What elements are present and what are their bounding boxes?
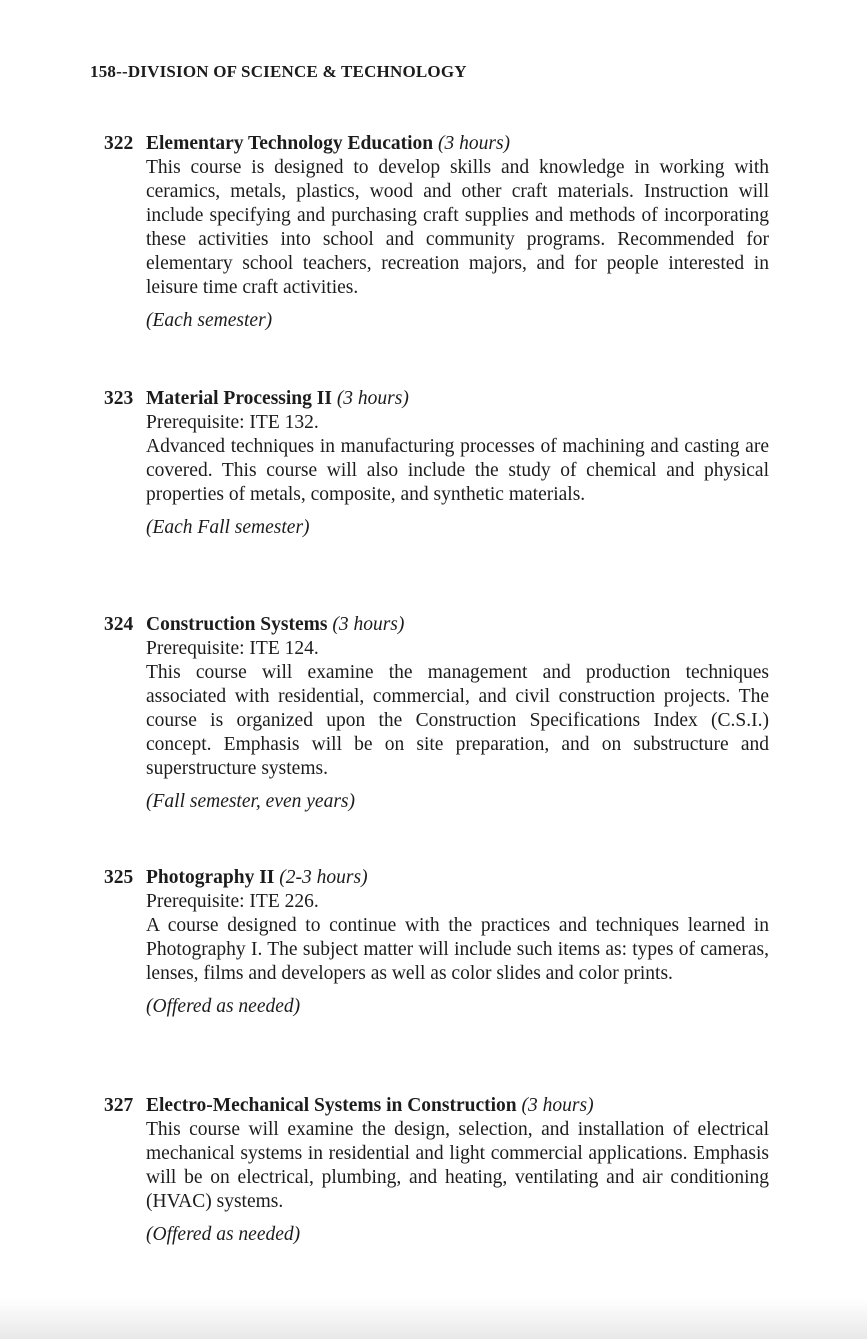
course-hours: (3 hours): [438, 133, 511, 154]
course-prerequisite: Prerequisite: ITE 132.: [146, 412, 319, 433]
course-heading: [104, 132, 769, 156]
course-number: 323: [104, 388, 134, 409]
course-title: Material Processing II: [146, 388, 332, 409]
course-heading: [104, 866, 769, 890]
course-offered: (Each Fall semester): [146, 517, 310, 538]
course-hours: (3 hours): [332, 614, 405, 635]
course-title: Elementary Technology Education: [146, 133, 434, 154]
course-description: Advanced techniques in manufacturing processes of machining and casting are covered. This course will also include the study of chemical and physical properties of metals, composite, and synthetic materials.: [146, 436, 769, 505]
course-body: [146, 637, 769, 781]
running-head: 158--DIVISION OF SCIENCE & TECHNOLOGY: [90, 62, 467, 81]
course-324: [104, 613, 769, 814]
course-body: [146, 411, 769, 507]
course-323: [104, 387, 769, 540]
course-hours: (3 hours): [336, 388, 409, 409]
course-number: 325: [104, 867, 134, 888]
course-title: Electro-Mechanical Systems in Construction: [146, 1095, 517, 1116]
course-heading: [104, 613, 769, 637]
course-heading: [104, 1094, 769, 1118]
course-prerequisite: Prerequisite: ITE 124.: [146, 638, 319, 659]
course-description: This course will examine the design, selection, and installation of electrical mechanical systems in residential and light commercial applications. Emphasis will be on electrical, plumbing, and heating, ventilating and air conditioning (HVAC) systems.: [146, 1119, 769, 1212]
course-description: This course will examine the management and production techniques associated with residential, commercial, and civil construction projects. The course is organized upon the Construction Specifications Index (C.S.I.) concept. Emphasis will be on site preparation, and on substructure and superstructure systems.: [146, 662, 769, 779]
course-heading: [104, 387, 769, 411]
course-327: [104, 1094, 769, 1247]
course-description: This course is designed to develop skills and knowledge in working with ceramics, metals, plastics, wood and other craft materials. Instruction will include specifying and purchasing craft supplies and methods of incorporating these activities into school and community programs. Recommended for elementary school teachers, recreation majors, and for people interested in leisure time craft activities.: [146, 157, 769, 298]
course-title: Photography II: [146, 867, 275, 888]
course-prerequisite: Prerequisite: ITE 226.: [146, 891, 319, 912]
course-322: [104, 132, 769, 333]
course-number: 324: [104, 614, 134, 635]
course-offered: (Offered as needed): [146, 996, 301, 1017]
course-offered: (Offered as needed): [146, 1224, 301, 1245]
course-325: [104, 866, 769, 1019]
course-description: A course designed to continue with the practices and techniques learned in Photography I. The subject matter will include such items as: types of cameras, lenses, films and developers as well as color slides and color prints.: [146, 915, 769, 984]
course-title: Construction Systems: [146, 614, 328, 635]
course-hours: (2-3 hours): [279, 867, 368, 888]
course-body: [146, 890, 769, 986]
course-number: 327: [104, 1095, 134, 1116]
course-offered: (Fall semester, even years): [146, 791, 356, 812]
course-offered: (Each semester): [146, 310, 273, 331]
course-hours: (3 hours): [521, 1095, 594, 1116]
course-number: 322: [104, 133, 134, 154]
